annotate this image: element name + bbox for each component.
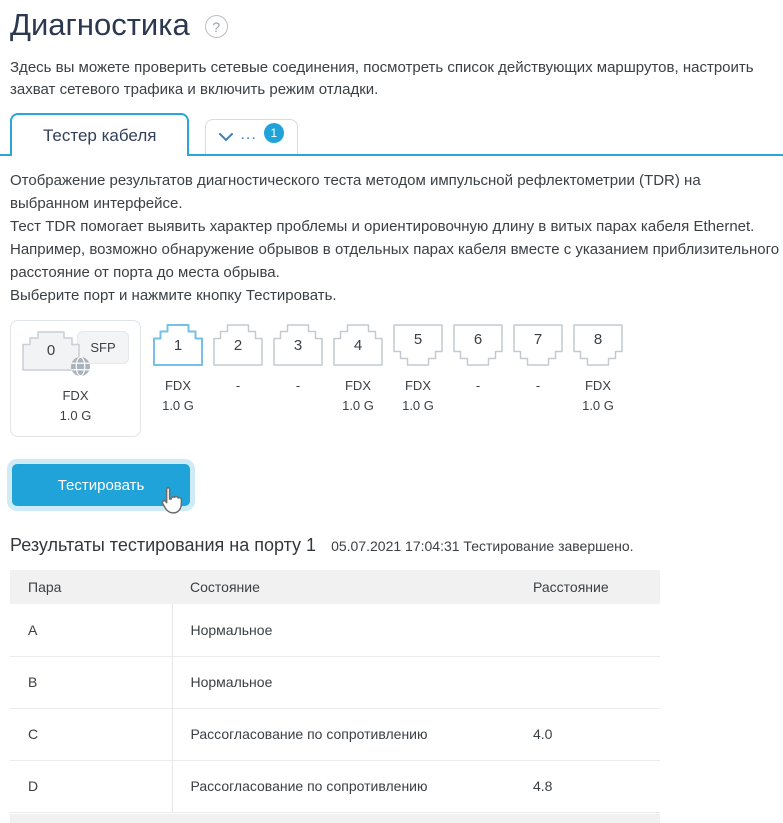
port-1-duplex: FDX — [164, 378, 191, 393]
port-2-rj45-icon — [213, 324, 263, 366]
table-row — [10, 656, 660, 708]
port-5-rj45-icon — [393, 324, 443, 366]
tdr-description-line: Выберите порт и нажмите кнопку Тестировать. — [10, 287, 337, 304]
port-1-number: 1 — [173, 337, 183, 354]
port-6-number: 6 — [473, 331, 483, 348]
pair-cell: D — [10, 760, 172, 812]
port-0-status — [60, 386, 92, 426]
port-8-duplex: FDX — [584, 378, 611, 393]
help-icon[interactable]: ? — [205, 15, 228, 38]
distance-cell — [515, 656, 660, 708]
port-2-duplex: - — [235, 378, 241, 393]
port-7[interactable] — [508, 324, 568, 416]
port-2[interactable] — [208, 324, 268, 416]
port-0-number: 0 — [46, 342, 56, 359]
tab-more-dropdown[interactable] — [205, 119, 297, 156]
port-6[interactable] — [448, 324, 508, 416]
col-header-pair: Пара — [10, 570, 172, 604]
state-cell: Нормальное — [172, 656, 515, 708]
port-4[interactable] — [328, 324, 388, 416]
intro-text: Здесь вы можете проверить сетевые соединения, посмотреть список действующих маршрутов, настроить захват сетевого трафика и включить режим отладки. — [10, 59, 754, 98]
port-3-duplex: - — [295, 378, 301, 393]
port-1-rj45-icon — [153, 324, 203, 366]
port-2-number: 2 — [233, 337, 243, 354]
port-7-rj45-icon — [513, 324, 563, 366]
port-0-speed: 1.0 G — [59, 408, 92, 423]
port-5-number: 5 — [413, 331, 423, 348]
port-5-duplex: FDX — [404, 378, 431, 393]
next-section-header-partial — [10, 814, 660, 823]
port-2-status — [236, 376, 240, 416]
port-0-duplex: FDX — [62, 388, 89, 403]
port-3-status — [296, 376, 300, 416]
port-4-duplex: FDX — [344, 378, 371, 393]
globe-icon — [70, 356, 91, 382]
table-row — [10, 708, 660, 760]
tab-cable-tester-label: Тестер кабеля — [43, 125, 157, 145]
page-header — [10, 5, 783, 45]
results-status: 05.07.2021 17:04:31 Тестирование завершено. — [331, 538, 634, 554]
tab-more-badge: 1 — [264, 123, 284, 143]
table-row — [10, 760, 660, 812]
table-row — [10, 604, 660, 656]
port-6-duplex: - — [475, 378, 481, 393]
state-cell: Рассогласование по сопротивлению — [172, 760, 515, 812]
port-7-status — [536, 376, 540, 416]
results-header — [10, 535, 783, 556]
port-3[interactable] — [268, 324, 328, 416]
port-8[interactable] — [568, 324, 628, 416]
port-8-speed: 1.0 G — [582, 398, 614, 413]
tdr-description-line: Например, возможно обнаружение обрывов в отдельных парах кабеля вместе с указанием приблизительного расстояние от порта до места обрыва. — [10, 241, 780, 281]
chevron-down-icon — [219, 129, 233, 147]
tab-cable-tester[interactable] — [10, 113, 189, 156]
port-8-number: 8 — [593, 331, 603, 348]
port-8-status — [582, 376, 614, 416]
port-5-speed: 1.0 G — [402, 398, 434, 413]
port-1[interactable] — [148, 324, 208, 416]
pair-cell: A — [10, 604, 172, 656]
page-title: Диагностика — [10, 7, 190, 42]
pair-cell: C — [10, 708, 172, 760]
tab-bar — [0, 111, 783, 156]
distance-cell: 4.8 — [515, 760, 660, 812]
tdr-description-line: Тест TDR помогает выявить характер проблемы и ориентировочную длину в витых парах кабеля Ethernet. — [10, 218, 755, 235]
port-3-rj45-icon — [273, 324, 323, 366]
port-0-card[interactable] — [10, 320, 141, 437]
pair-cell: B — [10, 656, 172, 708]
port-4-rj45-icon — [333, 324, 383, 366]
port-6-status — [476, 376, 480, 416]
distance-cell — [515, 604, 660, 656]
test-button[interactable]: Тестировать — [12, 464, 190, 506]
tdr-description — [10, 169, 782, 307]
results-title: Результаты тестирования на порту 1 — [10, 535, 317, 555]
state-cell: Рассогласование по сопротивлению — [172, 708, 515, 760]
state-cell: Нормальное — [172, 604, 515, 656]
table-header-row — [10, 570, 660, 604]
port-4-speed: 1.0 G — [342, 398, 374, 413]
port-4-number: 4 — [353, 337, 363, 354]
results-table — [10, 570, 660, 813]
port-1-speed: 1.0 G — [162, 398, 194, 413]
port-5-status — [402, 376, 434, 416]
port-4-status — [342, 376, 374, 416]
port-8-rj45-icon — [573, 324, 623, 366]
port-7-number: 7 — [533, 331, 543, 348]
port-6-rj45-icon — [453, 324, 503, 366]
tab-more-dots: ... — [240, 126, 257, 143]
col-header-state: Состояние — [172, 570, 515, 604]
port-3-number: 3 — [293, 337, 303, 354]
col-header-distance: Расстояние — [515, 570, 660, 604]
port-1-status — [162, 376, 194, 416]
port-7-duplex: - — [535, 378, 541, 393]
port-selector — [10, 320, 783, 437]
port-0-top — [22, 329, 129, 377]
port-5[interactable] — [388, 324, 448, 416]
tdr-description-line: Отображение результатов диагностического теста методом импульсной рефлектометрии (TDR) на выбранном интерфейсе. — [10, 172, 701, 212]
test-button-area — [10, 464, 192, 506]
sfp-chip: SFP — [77, 331, 129, 364]
distance-cell: 4.0 — [515, 708, 660, 760]
